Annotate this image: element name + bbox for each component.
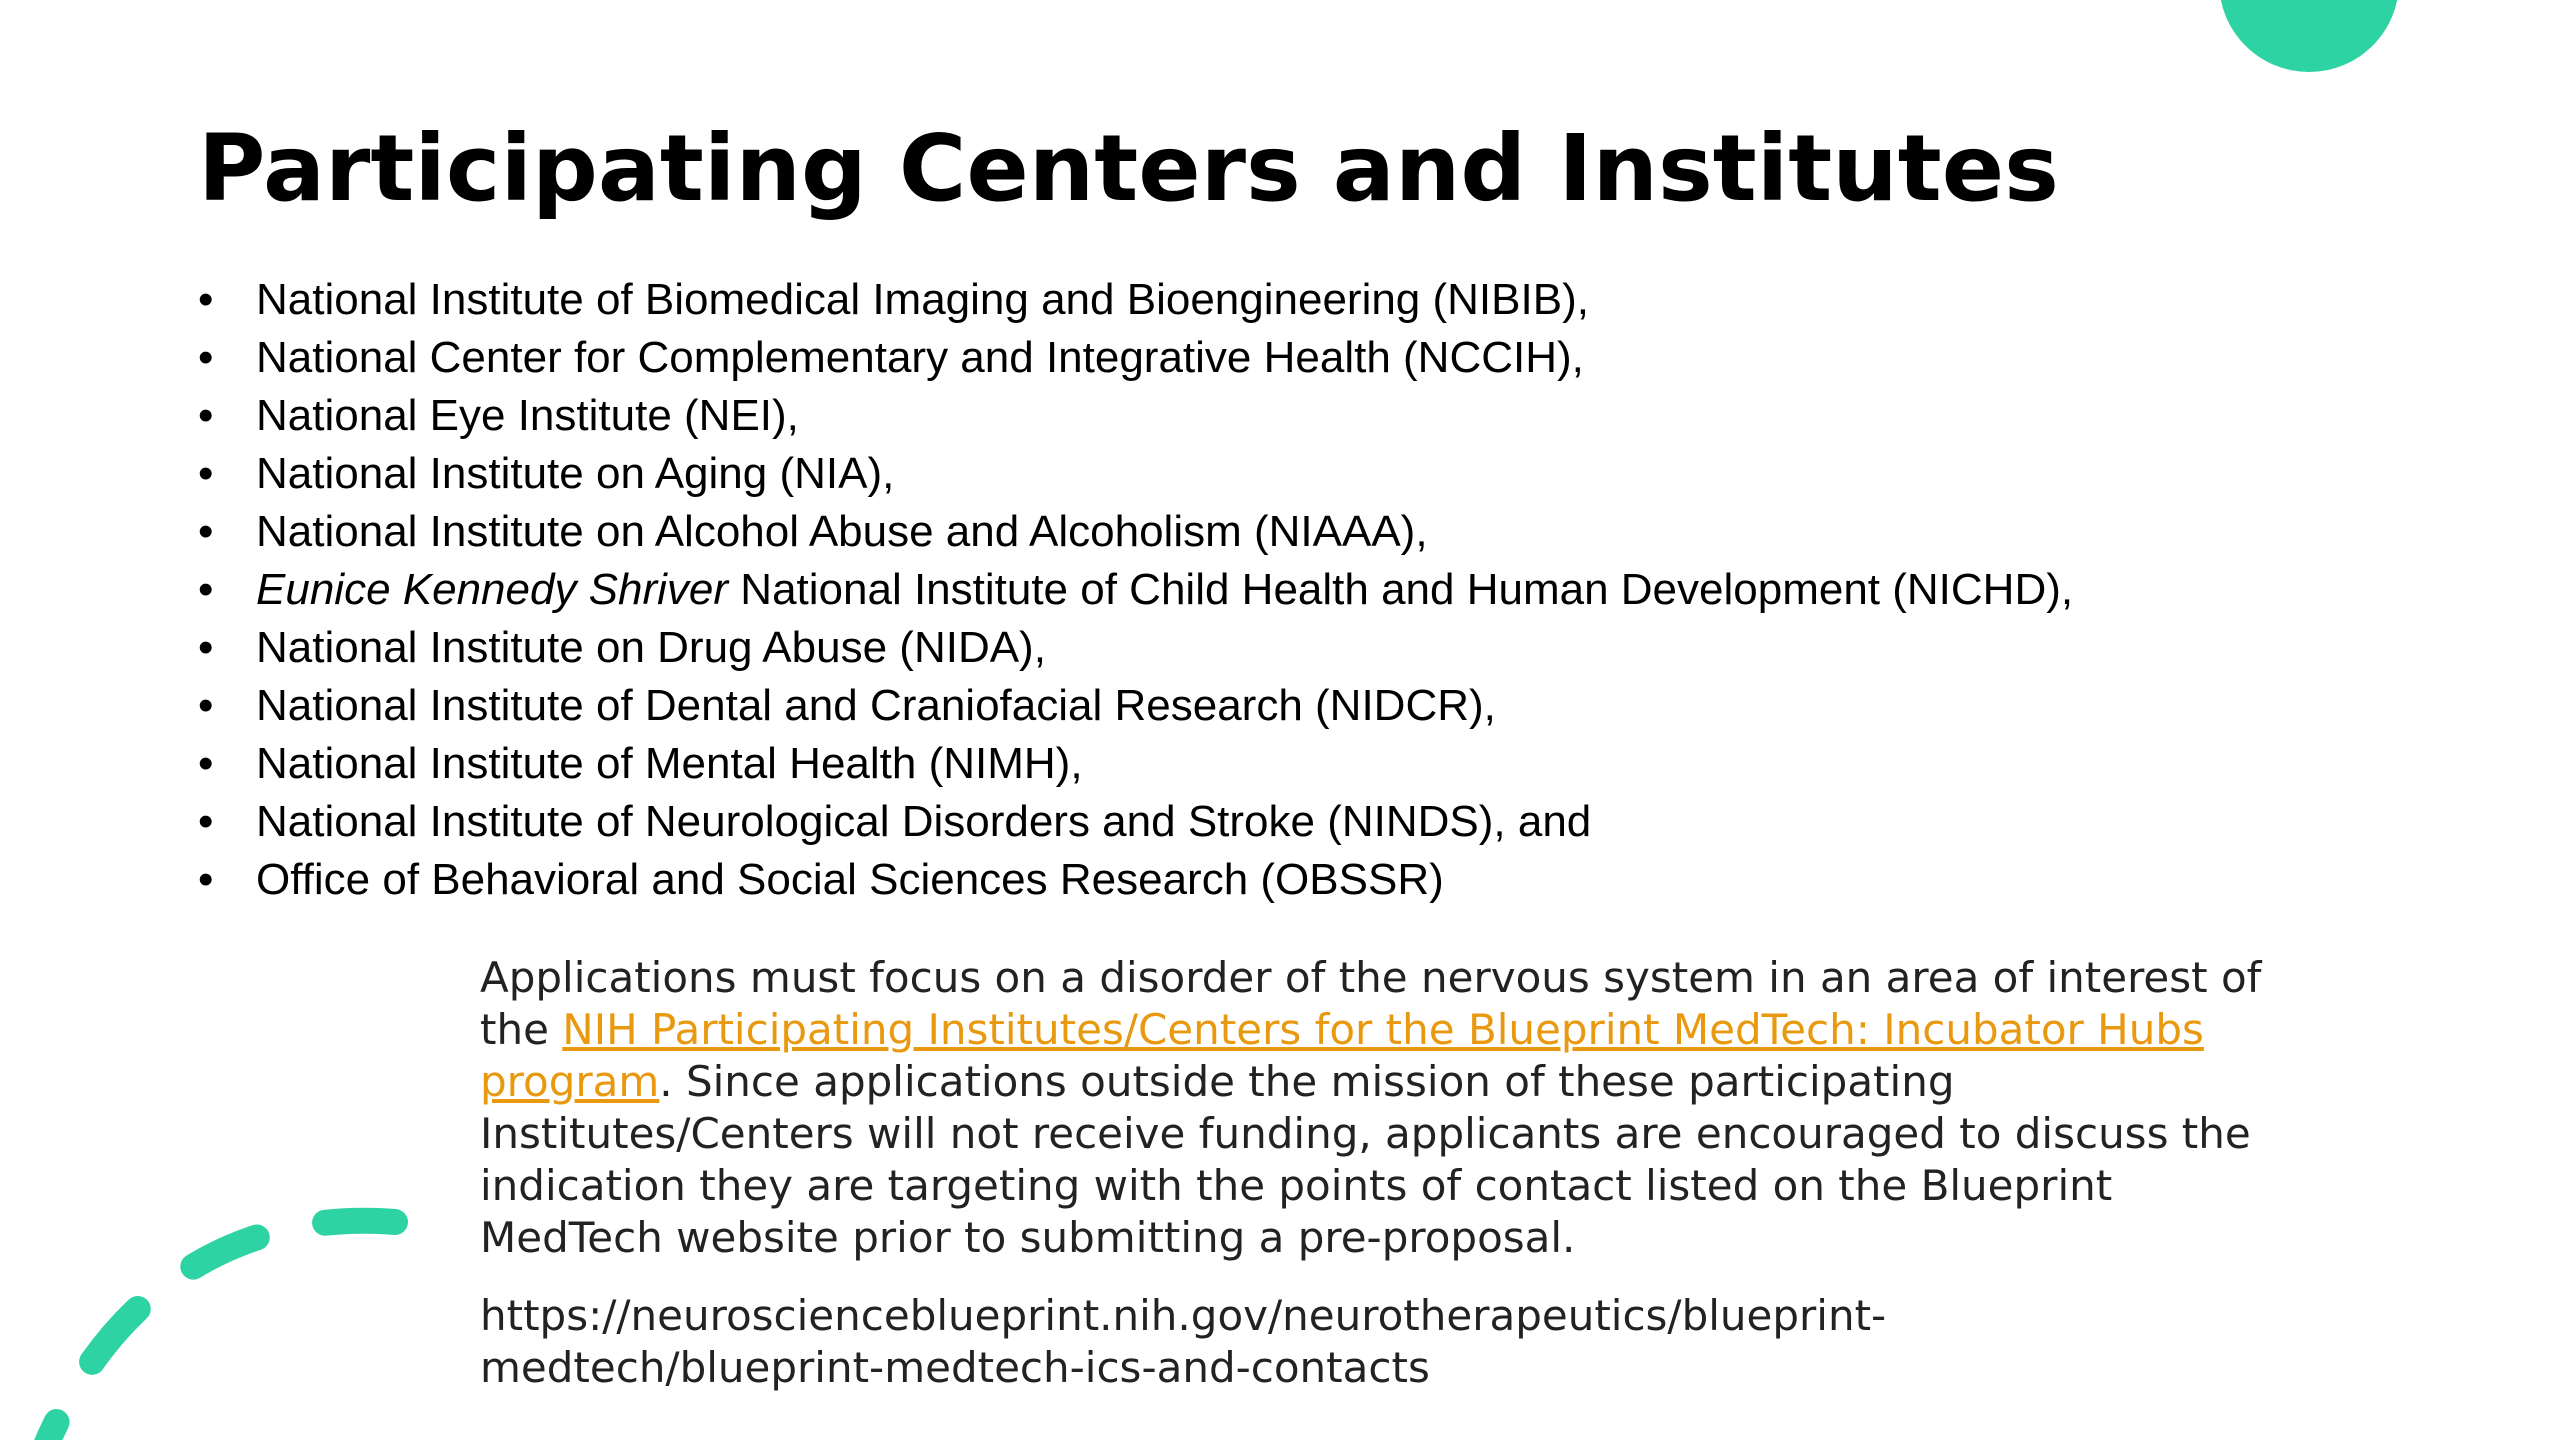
- institute-name: National Center for Complementary and Integrative Health (NCCIH),: [256, 333, 1584, 382]
- institute-item: [198, 271, 2073, 329]
- institute-name: National Institute of Child Health and Human Development (NICHD),: [728, 565, 2074, 614]
- institute-name: National Institute of Neurological Disorders and Stroke (NINDS), and: [256, 797, 1592, 846]
- institute-italic-name: Eunice Kennedy Shriver: [256, 565, 729, 614]
- paragraph-line: Institutes/Centers will not receive funding, applicants are encouraged to discuss the: [480, 1109, 2251, 1158]
- institute-name: Office of Behavioral and Social Sciences Research (OBSSR): [256, 855, 1444, 904]
- bullet-dot: •: [198, 391, 214, 440]
- institute-item: [198, 503, 2073, 561]
- bullet-dot: •: [198, 275, 214, 324]
- paragraph-text: the: [480, 1005, 563, 1054]
- paragraph-line: indication they are targeting with the points of contact listed on the Blueprint: [480, 1161, 2113, 1210]
- paragraph-line: Applications must focus on a disorder of the nervous system in an area of interest of: [480, 953, 2262, 1002]
- participating-ics-link[interactable]: NIH Participating Institutes/Centers for the Blueprint MedTech: Incubator Hubs: [562, 1005, 2204, 1054]
- bullet-dot: •: [198, 565, 214, 614]
- institute-name: National Institute of Dental and Craniofacial Research (NIDCR),: [256, 681, 1496, 730]
- institute-item: [198, 561, 2073, 619]
- slide-title: Participating Centers and Institutes: [198, 115, 2059, 222]
- institute-item: [198, 619, 2073, 677]
- institute-name: National Institute on Aging (NIA),: [256, 449, 895, 498]
- contacts-url: [480, 1290, 1886, 1394]
- institute-name: National Eye Institute (NEI),: [256, 391, 799, 440]
- institutes-list: [198, 271, 2073, 909]
- institute-item: [198, 793, 2073, 851]
- institute-item: [198, 735, 2073, 793]
- decorative-dashed-arc: [0, 1160, 440, 1440]
- institute-item: [198, 445, 2073, 503]
- bullet-dot: •: [198, 623, 214, 672]
- paragraph-text: . Since applications outside the mission of these participating: [659, 1057, 1955, 1106]
- institute-item: [198, 387, 2073, 445]
- bullet-dot: •: [198, 333, 214, 382]
- institute-item: [198, 677, 2073, 735]
- bullet-dot: •: [198, 681, 214, 730]
- bullet-dot: •: [198, 507, 214, 556]
- applications-paragraph: [480, 952, 2360, 1264]
- institute-item: [198, 851, 2073, 909]
- paragraph-line: MedTech website prior to submitting a pre-proposal.: [480, 1213, 1576, 1262]
- bullet-dot: •: [198, 797, 214, 846]
- institute-name: National Institute on Drug Abuse (NIDA),: [256, 623, 1046, 672]
- institute-name: National Institute of Biomedical Imaging and Bioengineering (NIBIB),: [256, 275, 1589, 324]
- institute-name: National Institute of Mental Health (NIMH),: [256, 739, 1083, 788]
- paragraph-line: [480, 1004, 2360, 1056]
- decorative-circle: [2219, 0, 2399, 72]
- url-line: https://neuroscienceblueprint.nih.gov/neurotherapeutics/blueprint-: [480, 1291, 1887, 1340]
- institute-item: [198, 329, 2073, 387]
- participating-ics-link-continued[interactable]: program: [480, 1057, 660, 1106]
- paragraph-line: [480, 1056, 2360, 1108]
- bullet-dot: •: [198, 449, 214, 498]
- url-line: medtech/blueprint-medtech-ics-and-contacts: [480, 1343, 1430, 1392]
- bullet-dot: •: [198, 855, 214, 904]
- institute-name: National Institute on Alcohol Abuse and Alcoholism (NIAAA),: [256, 507, 1428, 556]
- bullet-dot: •: [198, 739, 214, 788]
